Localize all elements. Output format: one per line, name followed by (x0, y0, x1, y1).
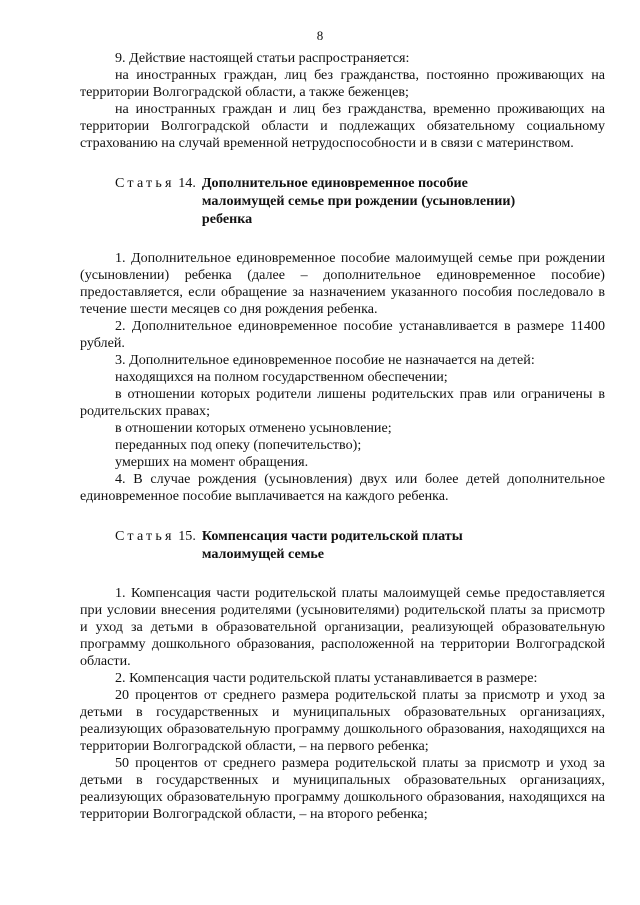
article-title: ребенка (201, 211, 253, 227)
page-number: 8 (316, 28, 324, 43)
paragraph: находящихся на полном государственном обеспечении; (115, 369, 448, 385)
paragraph: в отношении которых родители лишены родительских прав или ограничены в родительских правах; (80, 386, 605, 419)
article-title: Дополнительное единовременное пособие (201, 175, 468, 191)
paragraph: 2. Дополнительное единовременное пособие устанавливается в размере 11400 рублей. (80, 318, 605, 351)
paragraph: 3. Дополнительное единовременное пособие не назначается на детей: (115, 352, 535, 368)
article-word: Статья (115, 528, 175, 544)
paragraph: 2. Компенсация части родительской платы устанавливается в размере: (115, 670, 538, 686)
article-title: Компенсация части родительской платы (201, 528, 463, 544)
paragraph: в отношении которых отменено усыновление; (115, 420, 392, 436)
article-15-heading (80, 527, 605, 563)
article-word: Статья (115, 175, 175, 191)
paragraph: на иностранных граждан, лиц без гражданства, постоянно проживающих на территории Волгоградской области, а также беженцев; (80, 67, 605, 100)
paragraph: 1. Дополнительное единовременное пособие малоимущей семье при рождении (усыновлении) ребенка (далее – дополнительное единовременное пособие) предоставляется, если обращение за назначением указанного пособия последовало в течение шести месяцев со дня рождения ребенка. (80, 250, 605, 317)
paragraph: 4. В случае рождения (усыновления) двух или более детей дополнительное единовременное пособие выплачивается на каждого ребенка. (80, 471, 605, 504)
document-body (80, 50, 605, 823)
paragraph: 1. Компенсация части родительской платы малоимущей семье предоставляется при условии внесения родителями (усыновителями) родительской платы за присмотр и уход за детьми в образовательной организации, реализующей образовательную программу дошкольного образования, расположенной на территории Волгоградской области. (80, 585, 605, 669)
paragraph: 9. Действие настоящей статьи распространяется: (115, 50, 410, 66)
paragraph: переданных под опеку (попечительство); (115, 437, 362, 453)
article-14-heading (80, 174, 605, 228)
paragraph: 20 процентов от среднего размера родительской платы за присмотр и уход за детьми в государственных и муниципальных образовательных организациях, реализующих образовательную программу дошкольного образования, находящихся на территории Волгоградской области, – на первого ребенка; (80, 687, 605, 754)
paragraph: на иностранных граждан и лиц без гражданства, временно проживающих на территории Волгоградской области и подлежащих обязательному социальному страхованию на случай временной нетрудоспособности и в связи с материнством. (80, 101, 605, 151)
paragraph: умерших на момент обращения. (115, 454, 309, 470)
paragraph: 50 процентов от среднего размера родительской платы за присмотр и уход за детьми в государственных и муниципальных образовательных организациях, реализующих образовательную программу дошкольного образования, находящихся на территории Волгоградской области, – на второго ребенка; (80, 755, 605, 822)
article-number: 14. (174, 175, 196, 191)
article-number: 15. (174, 528, 196, 544)
article-title: малоимущей семье при рождении (усыновлении) (201, 193, 516, 209)
article-title: малоимущей семье (201, 546, 325, 562)
